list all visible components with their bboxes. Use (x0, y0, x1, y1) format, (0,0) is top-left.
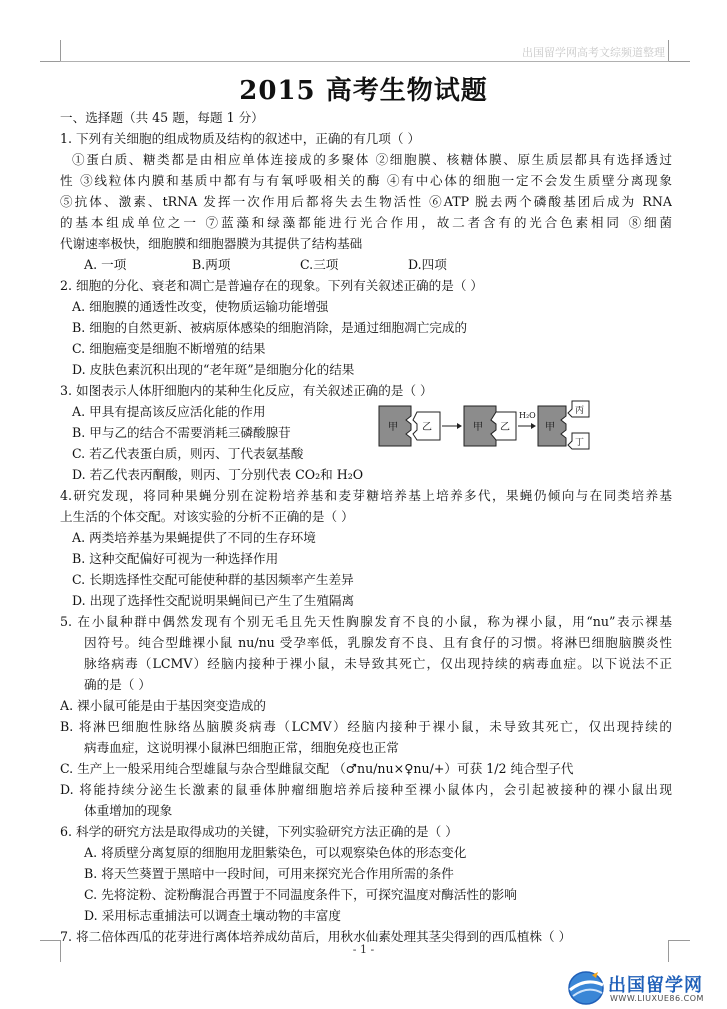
q2-stem: 2. 细胞的分化、衰老和凋亡是普遍存在的现象。下列有关叙述正确的是（ ） (60, 278, 484, 293)
q7-stem: 7. 将二倍体西瓜的花芽进行离体培养成幼苗后，用秋水仙素处理其茎尖得到的西瓜植株（ ） (60, 929, 572, 944)
q2-option-d: D. 皮肤色素沉积出现的“老年斑”是细胞分化的结果 (72, 362, 355, 377)
q5-stem: 5. 在小鼠种群中偶然发现有个别无毛且先天性胸腺发育不良的小鼠，称为裸小鼠，用“nu”表示裸基 (60, 614, 672, 629)
q1-option-a: A. 一项 (84, 257, 127, 272)
q6-option-b: B. 将天竺葵置于黑暗中一段时间，可用来探究光合作用所需的条件 (84, 866, 454, 881)
q2-option-b: B. 细胞的自然更新、被病原体感染的细胞消除，是通过细胞凋亡完成的 (72, 320, 468, 335)
q6-stem: 6. 科学的研究方法是取得成功的关键，下列实验研究方法正确的是（ ） (60, 824, 458, 839)
label-ding: 丁 (575, 438, 585, 448)
arrow-head (531, 423, 536, 429)
label-yi: 乙 (500, 422, 510, 433)
q5-stem: 因符号。纯合型雌裸小鼠 nu/nu 受孕率低，乳腺发育不良、且有食仔的习惯。将淋巴细胞脑膜炎性 (84, 635, 672, 650)
section-heading: 一、选择题（共 45 题，每题 1 分） (60, 110, 264, 125)
q4-option-a: A. 两类培养基为果蝇提供了不同的生存环境 (72, 530, 316, 545)
page-title: 2015 高考生物试题 (239, 76, 488, 106)
q5-option-b: B. 将淋巴细胞性脉络丛脑膜炎病毒（LCMV）经脑内接种于裸小鼠，未导致其死亡，仅出现持续的 (60, 719, 672, 734)
q5-option-b: 病毒血症，这说明裸小鼠淋巴细胞正常，细胞免疫也正常 (84, 740, 399, 755)
q3-option-d: D. 若乙代表丙酮酸，则丙、丁分别代表 CO₂和 H₂O (72, 467, 364, 482)
q5-option-d: 体重增加的现象 (84, 803, 173, 818)
crop-mark (668, 61, 690, 62)
arrow-head (457, 423, 462, 429)
header-rule (60, 61, 669, 62)
q1-line: 代谢速率极快，细胞膜和细胞器膜为其提供了结构基础 (60, 236, 363, 251)
q4-option-c: C. 长期选择性交配可能使种群的基因频率产生差异 (72, 572, 354, 587)
reaction-diagram (378, 397, 590, 453)
q1-line: 的基本组成单位之一 ⑦蓝藻和绿藻都能进行光合作用，故二者含有的光合色素相同 ⑧细菌 (60, 215, 672, 230)
page-number: - 1 - (352, 943, 375, 956)
crop-mark (40, 940, 61, 941)
q6-option-c: C. 先将淀粉、淀粉酶混合再置于不同温度条件下，可探究温度对酶活性的影响 (84, 887, 517, 902)
q1-line: ⑤抗体、激素、tRNA 发挥一次作用后都将失去生物活性 ⑥ATP 脱去两个磷酸基团后成为 RNA (60, 194, 672, 209)
q2-option-c: C. 细胞癌变是细胞不断增殖的结果 (72, 341, 266, 356)
q5-option-d: D. 将能持续分泌生长激素的鼠垂体肿瘤细胞培养后接种至裸小鼠体内，会引起被接种的裸小鼠出现 (60, 782, 672, 797)
q4-option-b: B. 这种交配偏好可视为一种选择作用 (72, 551, 279, 566)
q1-line: 性 ③线粒体内膜和基质中都有与有氧呼吸相关的酶 ④有中心体的细胞一定不会发生质壁分离现象 (60, 173, 672, 188)
q5-option-a: A. 裸小鼠可能是由于基因突变造成的 (60, 698, 267, 713)
label-bing: 丙 (575, 406, 585, 416)
q1-stem: 1. 下列有关细胞的组成物质及结构的叙述中，正确的有几项（ ） (60, 131, 421, 146)
site-logo (566, 968, 724, 1008)
q5-stem: 确的是（ ） (84, 677, 151, 692)
q1-option-c: C.三项 (300, 257, 339, 272)
label-jia: 甲 (473, 422, 483, 433)
header-watermark: 出国留学网高考文综频道整理 (522, 46, 665, 59)
q1-line: ①蛋白质、糖类都是由相应单体连接成的多聚体 ②细胞膜、核糖体膜、原生质层都具有选择透过 (72, 152, 672, 167)
q2-option-a: A. 细胞膜的通透性改变，使物质运输功能增强 (72, 299, 329, 314)
q4-stem: 4.研究发现，将同种果蝇分别在淀粉培养基和麦芽糖培养基上培养多代，果蝇仍倾向与在同类培养基 (60, 488, 672, 503)
q6-option-d: D. 采用标志重捕法可以调查土壤动物的丰富度 (84, 908, 341, 923)
q4-option-d: D. 出现了选择性交配说明果蝇间已产生了生殖隔离 (72, 593, 355, 608)
q1-options (60, 254, 672, 275)
q3-stem: 3. 如图表示人体肝细胞内的某种生化反应，有关叙述正确的是（ ） (60, 383, 433, 398)
globe-icon (566, 969, 606, 1007)
q1-option-b: B.两项 (192, 257, 231, 272)
label-h2o: H₂O (519, 411, 536, 420)
logo-text: 出国留学网 (608, 975, 703, 996)
label-jia: 甲 (545, 422, 555, 433)
q6-option-a: A. 将质壁分离复原的细胞用龙胆紫染色，可以观察染色体的形态变化 (84, 845, 467, 860)
crop-mark (40, 61, 61, 62)
logo-url: WWW.LIUXUE86.COM (610, 994, 704, 1003)
label-yi: 乙 (422, 422, 432, 433)
q4-stem: 上生活的个体交配。对该实验的分析不正确的是（ ） (60, 509, 354, 524)
q3-option-a: A. 甲具有提高该反应活化能的作用 (72, 404, 266, 419)
crop-mark (668, 40, 669, 62)
q5-stem: 脉络病毒（LCMV）经脑内接种于裸小鼠，未导致其死亡，仅出现持续的病毒血症。以下说法不正 (84, 656, 672, 671)
crop-mark (60, 40, 61, 62)
q3-option-c: C. 若乙代表蛋白质，则丙、丁代表氨基酸 (72, 446, 304, 461)
label-jia: 甲 (388, 422, 398, 433)
q3-option-b: B. 甲与乙的结合不需要消耗三磷酸腺苷 (72, 425, 291, 440)
exam-content (60, 107, 672, 947)
q5-option-c: C. 生产上一般采用纯合型雄鼠与杂合型雌鼠交配 （♂nu/nu×♀nu/+）可获 1/2 纯合型子代 (60, 761, 574, 776)
q1-option-d: D.四项 (408, 257, 447, 272)
